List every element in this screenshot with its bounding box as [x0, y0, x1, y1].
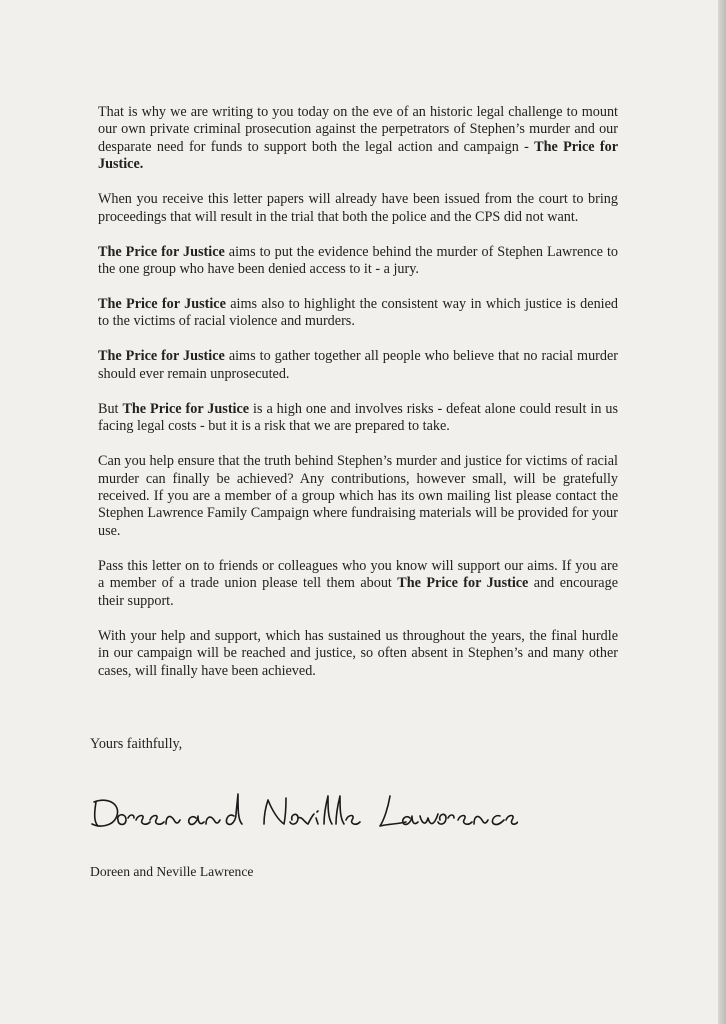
campaign-name: The Price for Justice — [98, 243, 225, 260]
letter-paragraph — [98, 453, 618, 540]
letter-paragraph — [98, 191, 618, 226]
paragraph-text: aims also to highlight the consistent way in which justice is denied to the victims of racial violence and murders. — [98, 296, 618, 330]
paragraph-text: Can you help ensure that the truth behind Stephen’s murder and justice for victims of racial murder can finally be achieved? Any contributions, however small, will be gratefully received. If you are a member of a group which has its own mailing list please contact the Stephen Lawrence Family Campaign where fundraising materials will be provided for your use. — [98, 453, 618, 539]
paragraph-text: is a high one and involves risks - defeat alone could result in us facing legal costs - but it is a risk that we are prepared to take. — [98, 400, 618, 435]
paragraph-text: and encourage their support. — [98, 575, 618, 609]
campaign-name: The Price for Justice — [98, 296, 226, 313]
letter-paragraph — [98, 628, 618, 680]
letter-paragraph — [98, 104, 618, 174]
campaign-name: The Price for Justice — [122, 400, 250, 417]
letter-paragraph — [98, 348, 618, 383]
paper-edge — [718, 0, 726, 1024]
handwritten-signature — [88, 780, 518, 840]
campaign-name: The Price for Justice — [397, 575, 529, 592]
paragraph-text: When you receive this letter papers will already have been issued from the court to bring proceedings that will result in the trial that both the police and the CPS did not want. — [98, 191, 618, 225]
letter-paragraph — [98, 296, 618, 331]
paragraph-text: That is why we are writing to you today on the eve of an historic legal challenge to mount our own private criminal prosecution against the perpetrators of Stephen’s murder and our desparate need for funds to support both the legal action and campaign - — [98, 104, 618, 155]
signatory-name: Doreen and Neville Lawrence — [90, 864, 254, 879]
campaign-name: The Price for Justice. — [98, 138, 618, 173]
paragraph-text: aims to gather together all people who believe that no racial murder should ever remain unprosecuted. — [98, 348, 618, 382]
paragraph-text: Pass this letter on to friends or colleagues who you know will support our aims. If you are a member of a trade union please tell them about — [98, 557, 618, 592]
paragraph-text: aims to put the evidence behind the murder of Stephen Lawrence to the one group who have been denied access to it - a jury. — [98, 243, 618, 278]
letter-body — [98, 104, 618, 698]
paragraph-text: But — [98, 400, 123, 417]
paragraph-text: With your help and support, which has sustained us throughout the years, the final hurdle in our campaign will be reached and justice, so often absent in Stephen’s and many other cases, will finally have been achieved. — [98, 627, 618, 679]
closing-salutation: Yours faithfully, — [90, 736, 183, 752]
letter-paragraph — [98, 244, 618, 279]
letter-paragraph — [98, 558, 618, 610]
campaign-name: The Price for Justice — [98, 348, 225, 365]
letter-paragraph — [98, 401, 618, 436]
